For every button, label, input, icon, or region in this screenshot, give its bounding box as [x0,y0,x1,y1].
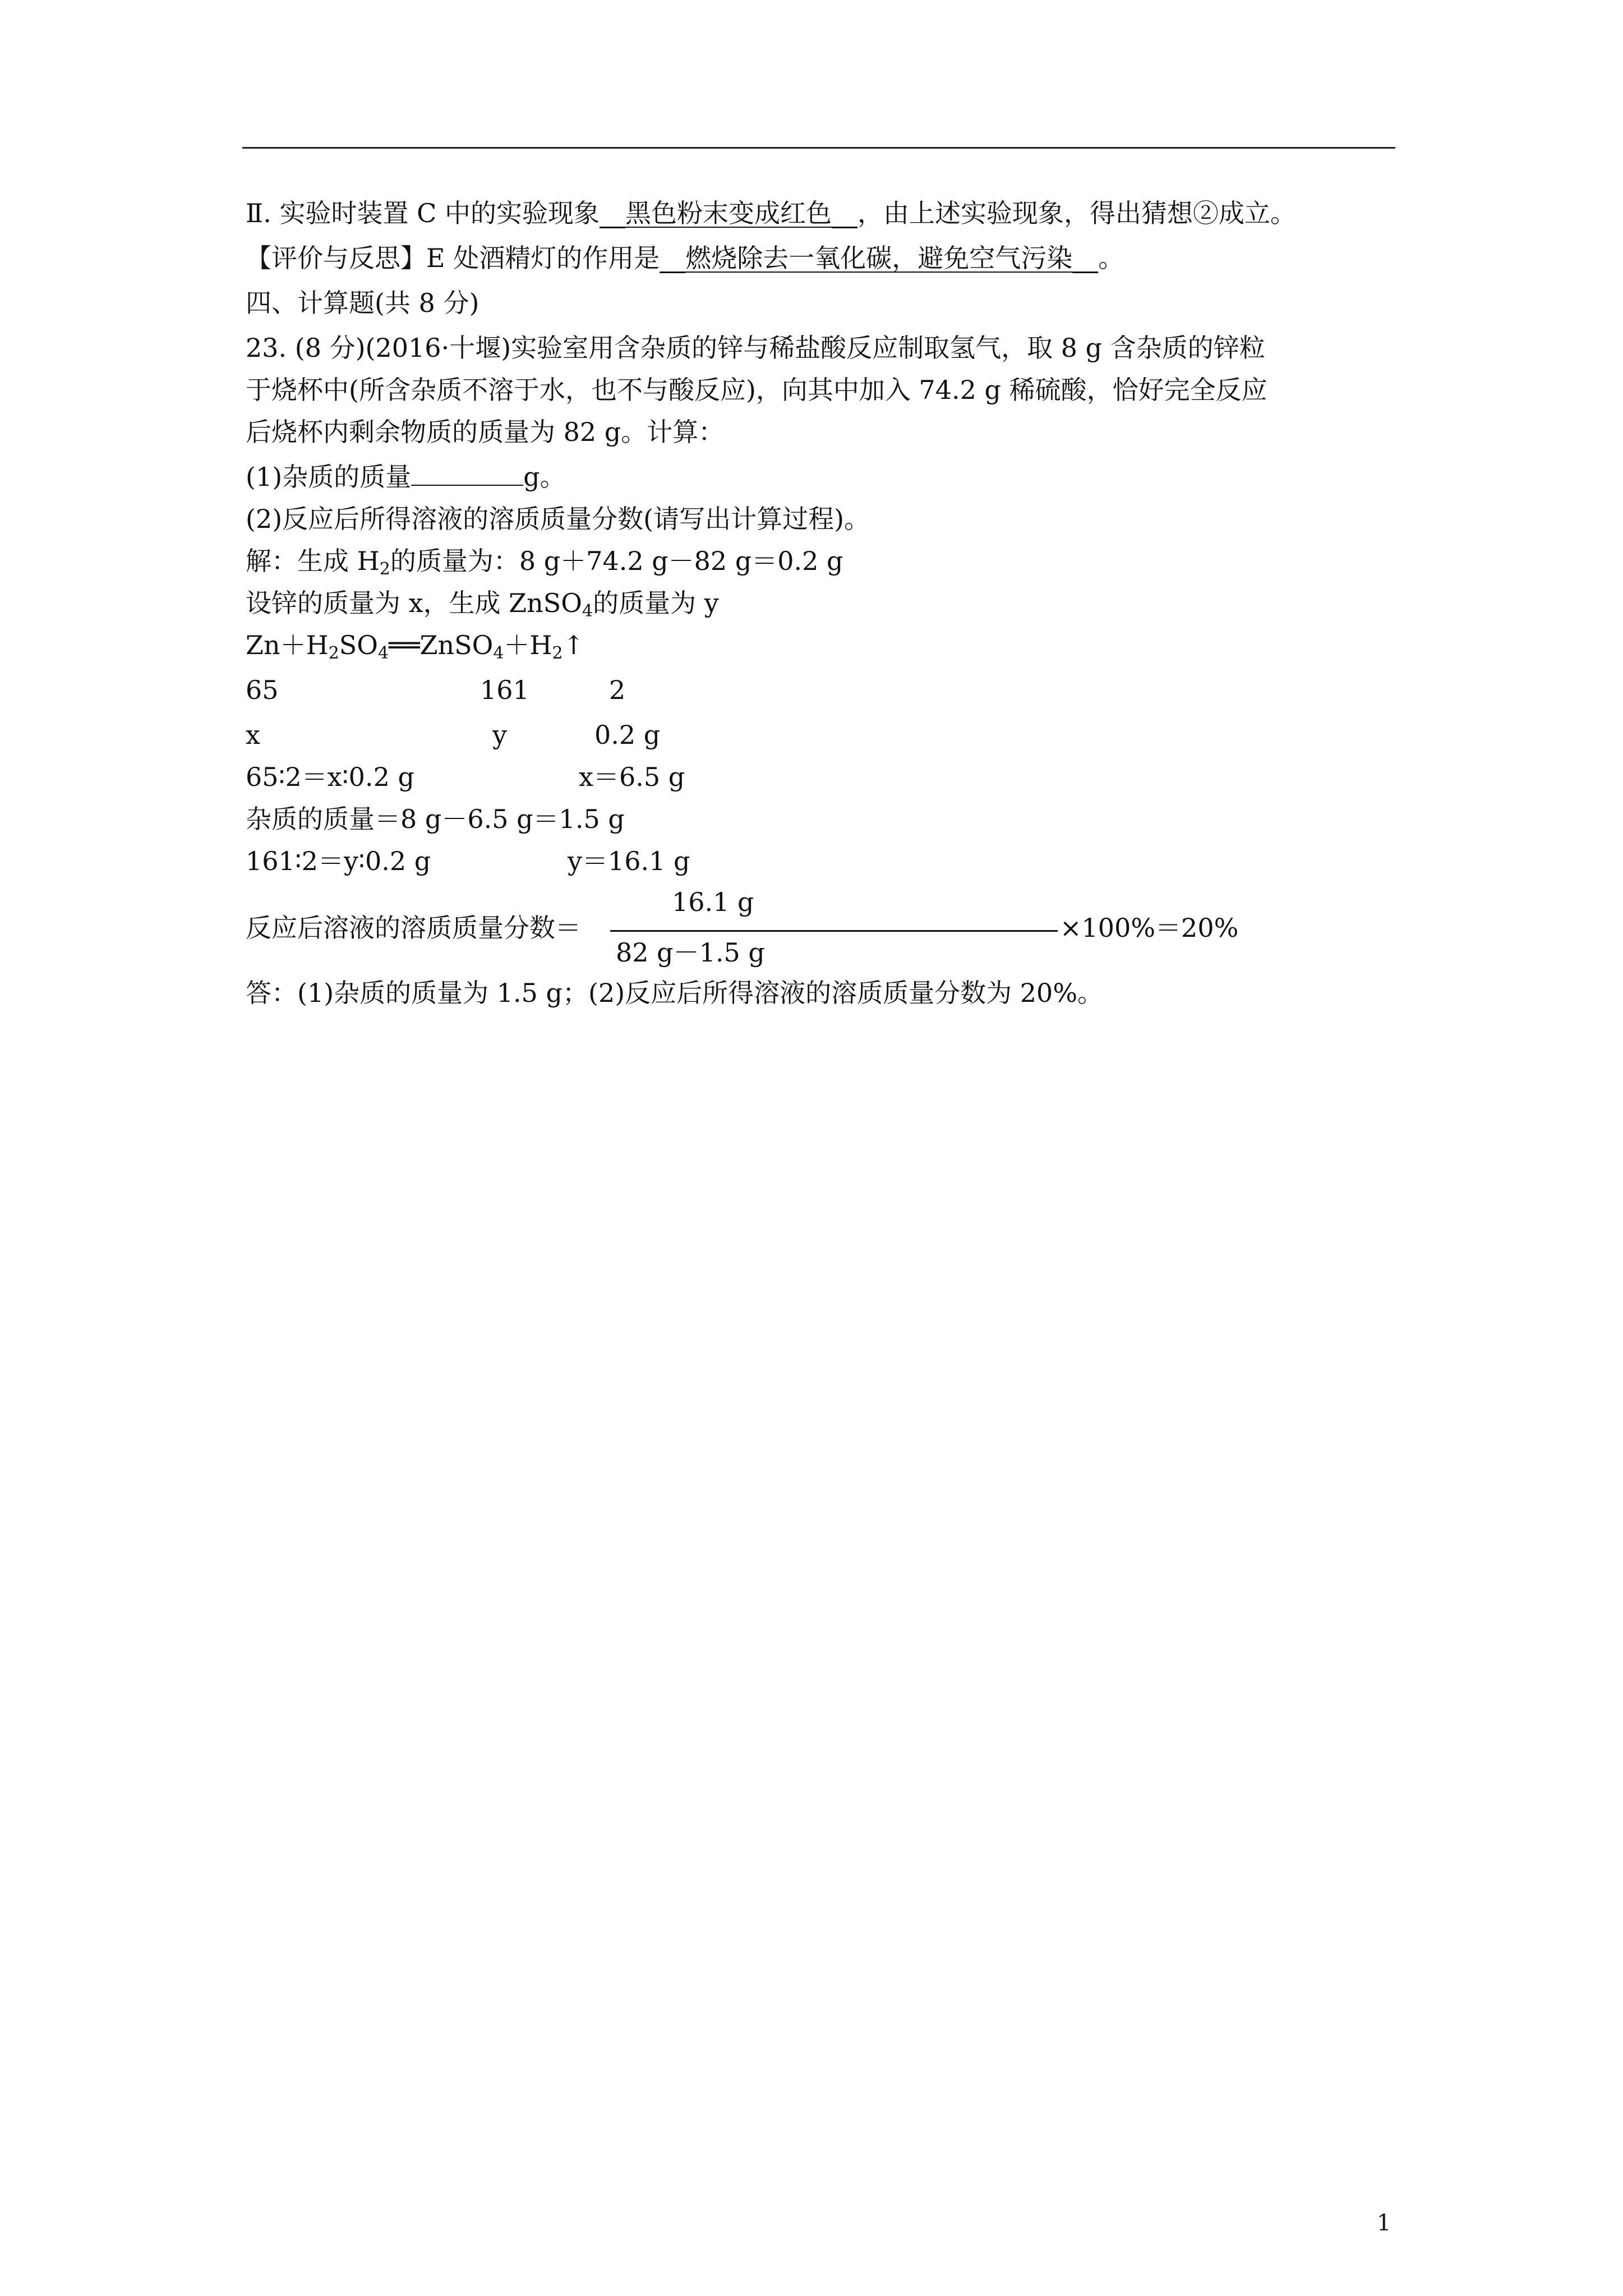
answer-lamp-role: __燃烧除去一氧化碳，避免空气污染__ [660,243,1099,273]
q-text: (1)杂质的质量 [246,462,412,492]
fraction-denominator: 82 g－1.5 g [616,937,765,968]
x-result: x＝6.5 g [579,762,685,792]
subscript: 4 [493,643,504,663]
mass-h2: 2 [609,675,626,705]
solution-step-2 [246,586,719,620]
molar-mass-row [246,673,806,707]
problem-text-1: 23. (8 分)(2016·十堰)实验室用含杂质的锌与稀盐酸反应制取氢气，取 8 g 含杂质的锌粒 [246,333,1265,363]
eq-part: SO [339,630,379,660]
section-heading: 四、计算题(共 8 分) [246,288,479,318]
subscript: 4 [378,643,389,663]
answer-blank [411,460,523,486]
answer-phenomenon: __黑色粉末变成红色__ [599,198,857,228]
final-answer: 答：(1)杂质的质量为 1.5 g；(2)反应后所得溶液的溶质质量分数为 20%。 [246,978,1104,1008]
q-text: 。 [1098,243,1124,273]
problem-text-2: 于烧杯中(所含杂质不溶于水，也不与酸反应)，向其中加入 74.2 g 稀硫酸，恰好完全反应 [246,375,1267,405]
h2-mass: 0.2 g [594,720,661,750]
ratio-y [246,844,806,878]
fraction-numerator: 16.1 g [672,887,754,917]
q-text: Ⅱ. 实验时装置 C 中的实验现象 [246,198,600,228]
problem-text-3: 后烧杯内剩余物质的质量为 82 g。计算： [246,417,725,447]
fraction-bar [610,930,1058,932]
var-y: y [492,720,507,750]
eq-part: Zn＋H [246,630,329,660]
sub-question-1 [246,460,566,494]
chemical-equation [246,628,584,662]
var-x: x [246,720,260,750]
y-result: y＝16.1 g [568,846,690,876]
mass-znso4: 161 [480,675,529,705]
fraction-result: ×100%＝20% [1060,913,1239,943]
page-number: 1 [1377,2210,1391,2236]
s-text: 的质量为：8 g＋74.2 g－82 g＝0.2 g [390,546,843,576]
q-text: 【评价与反思】E 处酒精灯的作用是 [246,243,660,273]
s-text: 的质量为 y [593,588,719,618]
s-text: 解：生成 H [246,546,380,576]
s-text: 设锌的质量为 x，生成 ZnSO [246,588,582,618]
fraction-label: 反应后溶液的溶质质量分数＝ [246,913,581,943]
eq-part: ↑ [562,630,585,660]
ratio-text: 65∶2＝x∶0.2 g [246,762,414,792]
impurity-mass: 杂质的质量＝8 g－6.5 g＝1.5 g [246,804,625,834]
subscript: 4 [582,601,593,621]
subscript: 2 [328,643,339,663]
mass-zn: 65 [246,675,279,705]
header-rule [242,147,1395,149]
question-2-line [246,196,1296,230]
subscript: 2 [379,559,390,579]
solution-step-1 [246,544,843,578]
ratio-text: 161∶2＝y∶0.2 g [246,846,431,876]
unknowns-row [246,718,806,752]
sub-question-2: (2)反应后所得溶液的溶质质量分数(请写出计算过程)。 [246,504,870,534]
q-text: ，由上述实验现象，得出猜想②成立。 [857,198,1296,228]
eq-part: ══ZnSO [389,630,494,660]
eq-part: ＋H [504,630,552,660]
q-text: g。 [523,462,566,492]
reflection-line [246,241,1124,275]
ratio-x [246,760,806,794]
subscript: 2 [552,643,563,663]
